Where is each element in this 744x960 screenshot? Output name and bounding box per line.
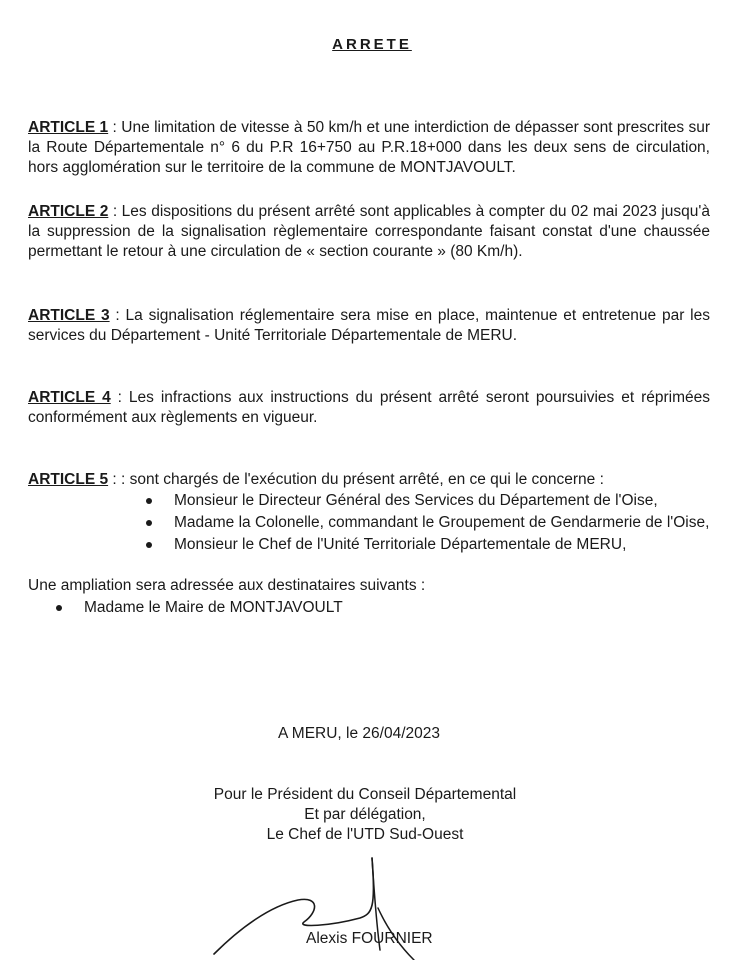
article-1-heading: ARTICLE 1 bbox=[28, 119, 109, 136]
list-item: Monsieur le Directeur Général des Services du Département de l'Oise, bbox=[146, 490, 709, 512]
document-title: ARRETE bbox=[332, 36, 412, 53]
article-2-heading: ARTICLE 2 bbox=[28, 203, 109, 220]
article-1-text: : Une limitation de vitesse à 50 km/h et une interdiction de dépasser sont prescrites sur la Route Départementale n° 6 du P.R 16+750 au P.R.18+000 dans les deux sens de circulation, hors agglomération sur le territoire de la commune de MONTJAVOULT. bbox=[28, 119, 710, 176]
signature-block bbox=[200, 785, 530, 845]
article-5-list bbox=[146, 490, 709, 556]
article-5-text: : : sont chargés de l'exécution du présent arrêté, en ce qui le concerne : bbox=[108, 471, 604, 488]
article-2-text: : Les dispositions du présent arrêté sont applicables à compter du 02 mai 2023 jusqu'à la suppression de la signalisation règlementaire correspondante faisant constat d'une chaussée permettant le retour à une circulation de « section courante » (80 Km/h). bbox=[28, 203, 710, 260]
ampliation-intro: Une ampliation sera adressée aux destinataires suivants : bbox=[28, 577, 426, 594]
article-4-heading: ARTICLE 4 bbox=[28, 389, 111, 406]
article-4-text: : Les infractions aux instructions du présent arrêté seront poursuivies et réprimées conformément aux règlements en vigueur. bbox=[28, 389, 710, 426]
list-item: Monsieur le Chef de l'Unité Territoriale Départementale de MERU, bbox=[146, 534, 709, 556]
signature-line-1: Pour le Président du Conseil Départemental bbox=[213, 786, 517, 803]
article-4 bbox=[28, 388, 710, 428]
list-item: Madame la Colonelle, commandant le Groupement de Gendarmerie de l'Oise, bbox=[146, 512, 709, 534]
article-5-heading: ARTICLE 5 bbox=[28, 471, 109, 488]
list-item: Madame le Maire de MONTJAVOULT bbox=[56, 598, 343, 618]
signature-line-2: Et par délégation, bbox=[304, 806, 426, 823]
article-3-text: : La signalisation réglementaire sera mise en place, maintenue et entretenue par les services du Département - Unité Territoriale Départementale de MERU. bbox=[28, 307, 710, 344]
ampliation-list bbox=[56, 598, 343, 618]
place-date: A MERU, le 26/04/2023 bbox=[278, 725, 440, 742]
article-3-heading: ARTICLE 3 bbox=[28, 307, 110, 324]
article-1 bbox=[28, 118, 710, 178]
signature-line-3: Le Chef de l'UTD Sud-Ouest bbox=[266, 826, 464, 843]
article-5 bbox=[28, 470, 710, 490]
signer-name: Alexis FOURNIER bbox=[306, 930, 433, 947]
article-3 bbox=[28, 306, 710, 346]
article-2 bbox=[28, 202, 710, 262]
